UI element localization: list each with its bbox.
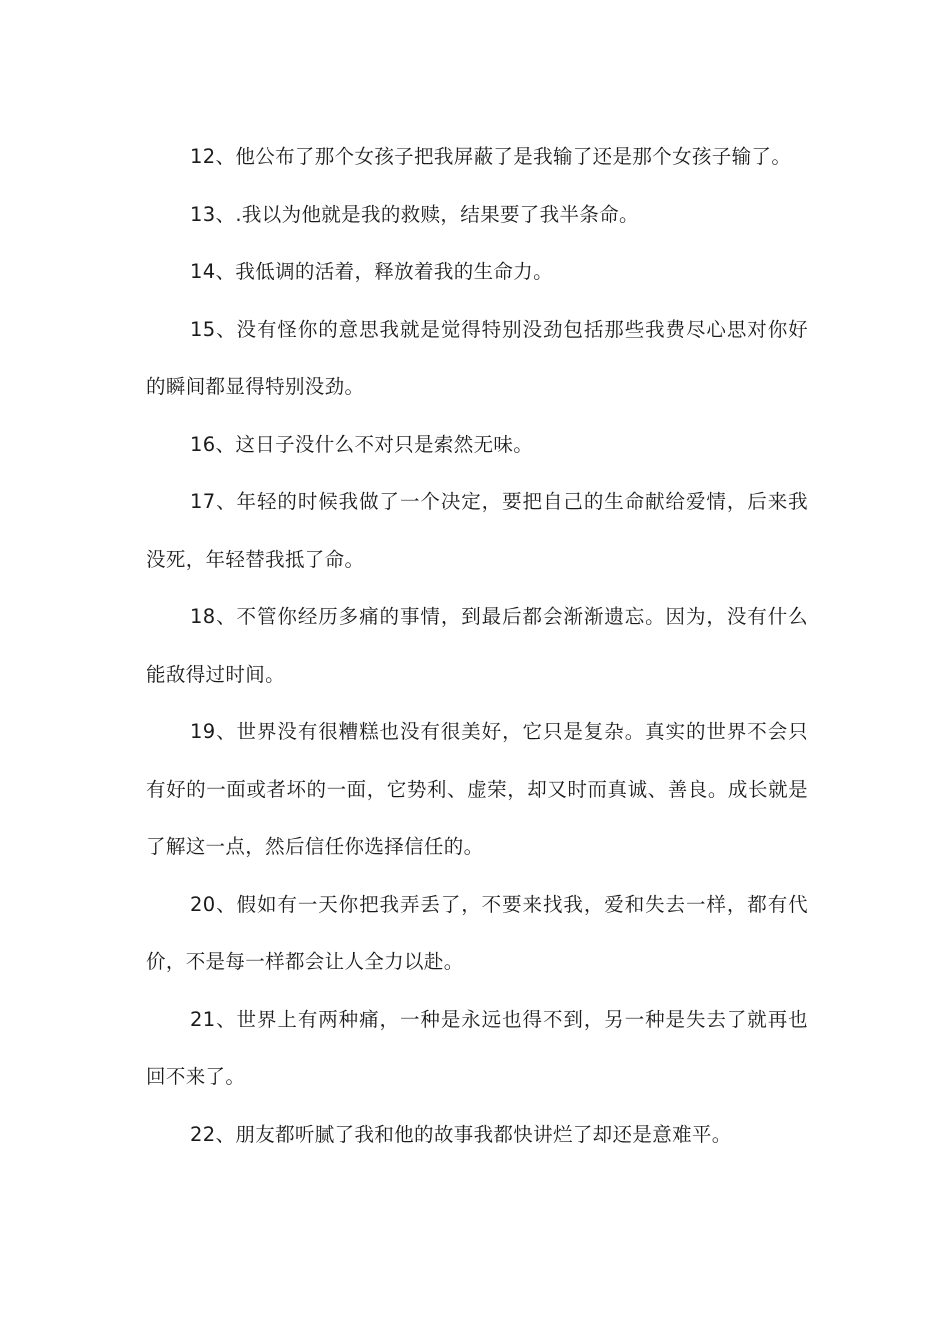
paragraph-20: 20、假如有一天你把我弄丢了，不要来找我，爱和失去一样，都有代价，不是每一样都会让人全力以赴。: [146, 892, 808, 973]
paragraph-16: 16、这日子没什么不对只是索然无味。: [190, 432, 534, 456]
paragraph-14: 14、我低调的活着，释放着我的生命力。: [190, 260, 553, 283]
paragraph-22: 22、朋友都听腻了我和他的故事我都快讲烂了却还是意难平。: [190, 1122, 732, 1146]
paragraph-15: 15、没有怪你的意思我就是觉得特别没劲包括那些我费尽心思对你好的瞬间都显得特别没劲。: [146, 317, 808, 398]
paragraph-21: 21、世界上有两种痛，一种是永远也得不到，另一种是失去了就再也回不来了。: [146, 1007, 808, 1088]
document-body: [146, 128, 808, 1163]
paragraph-18: 18、不管你经历多痛的事情，到最后都会渐渐遗忘。因为，没有什么能敌得过时间。: [146, 605, 808, 686]
paragraph-17: 17、年轻的时候我做了一个决定，要把自己的生命献给爱情，后来我没死，年轻替我抵了命。: [146, 490, 808, 571]
paragraph-19: 19、世界没有很糟糕也没有很美好，它只是复杂。真实的世界不会只有好的一面或者坏的一面，它势利、虚荣，却又时而真诚、善良。成长就是了解这一点，然后信任你选择信任的。: [146, 720, 808, 858]
paragraph-13: 13、.我以为他就是我的救赎，结果要了我半条命。: [190, 202, 639, 226]
paragraph-12: 12、他公布了那个女孩子把我屏蔽了是我输了还是那个女孩子输了。: [190, 145, 792, 168]
